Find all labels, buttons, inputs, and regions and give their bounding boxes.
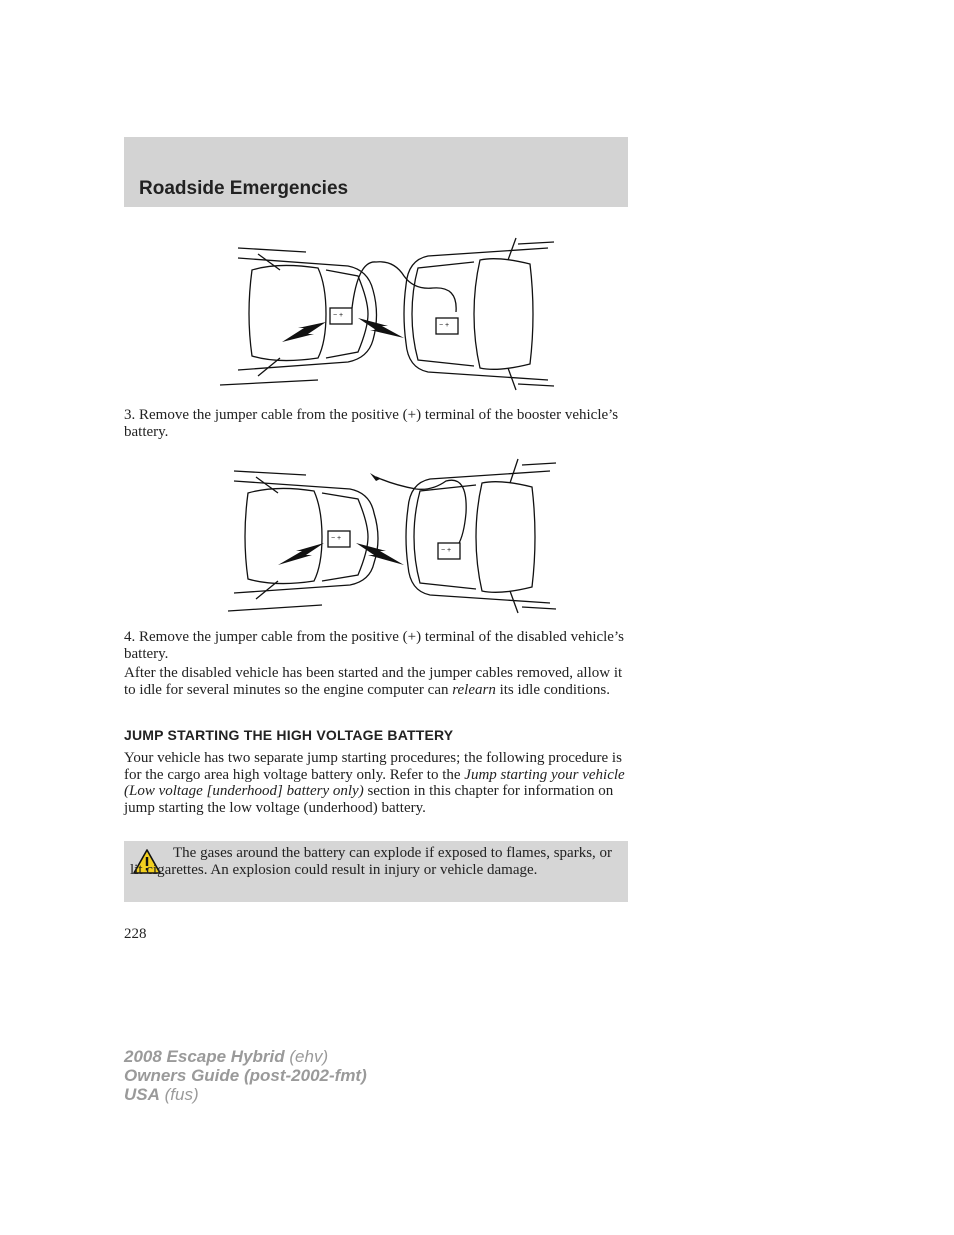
svg-text:− +: − + — [441, 547, 452, 554]
battery-left-icon — [330, 308, 352, 324]
svg-text:− +: − + — [333, 312, 344, 319]
lightning-left-icon — [282, 322, 326, 342]
footer-line-3 — [124, 1085, 367, 1104]
section-title: Roadside Emergencies — [139, 178, 349, 199]
footer-market-code: (fus) — [159, 1085, 199, 1104]
footer-guide: Owners Guide (post-2002-fmt) — [124, 1066, 367, 1085]
warning-text: The gases around the battery can explode if exposed to flames, sparks, or lit cigarettes. An explosion could result in injury or vehicle damage. — [130, 845, 613, 878]
section-header-band — [124, 137, 628, 207]
after-start-text-end: its idle conditions. — [495, 681, 611, 698]
section-heading: JUMP STARTING THE HIGH VOLTAGE BATTERY — [124, 727, 454, 743]
cross-reference-link-text: Jump starting your vehicle (Low voltage [underhood] battery only) — [124, 766, 625, 799]
after-start-paragraph — [124, 665, 630, 698]
footer-market: USA — [124, 1085, 160, 1104]
footer-model-code: (ehv) — [284, 1047, 329, 1066]
jump-cable-diagram-step4 — [226, 455, 560, 618]
section-paragraph — [124, 750, 630, 816]
section-para-end: section in this chapter for information on jump starting the low voltage (underhood) battery. — [124, 783, 614, 816]
step-3-text: 3. Remove the jumper cable from the positive (+) terminal of the booster vehicle’s battery. — [124, 407, 619, 440]
jump-cable-diagram-step3 — [218, 230, 560, 395]
lightning-left-icon — [278, 543, 324, 565]
footer-line-2 — [124, 1066, 367, 1085]
battery-left-icon — [328, 531, 350, 547]
footer-line-1 — [124, 1047, 367, 1066]
battery-right-icon — [438, 543, 460, 559]
document-footer — [124, 1047, 367, 1104]
warning-box — [124, 841, 628, 902]
svg-text:− +: − + — [439, 322, 450, 329]
page-number: 228 — [124, 926, 147, 942]
battery-right-icon — [436, 318, 458, 334]
footer-model: 2008 Escape Hybrid — [124, 1047, 285, 1066]
relearn-term: relearn — [452, 681, 496, 698]
step-4-text: 4. Remove the jumper cable from the positive (+) terminal of the disabled vehicle’s battery. — [124, 629, 624, 662]
section-para-start: Your vehicle has two separate jump starting procedures; the following procedure is for the cargo area high voltage battery only. Refer to the — [124, 750, 622, 783]
svg-text:− +: − + — [331, 535, 342, 542]
lightning-right-icon — [358, 318, 404, 338]
after-start-text: After the disabled vehicle has been started and the jumper cables removed, allow it to idle for several minutes so the engine computer can — [124, 665, 623, 698]
